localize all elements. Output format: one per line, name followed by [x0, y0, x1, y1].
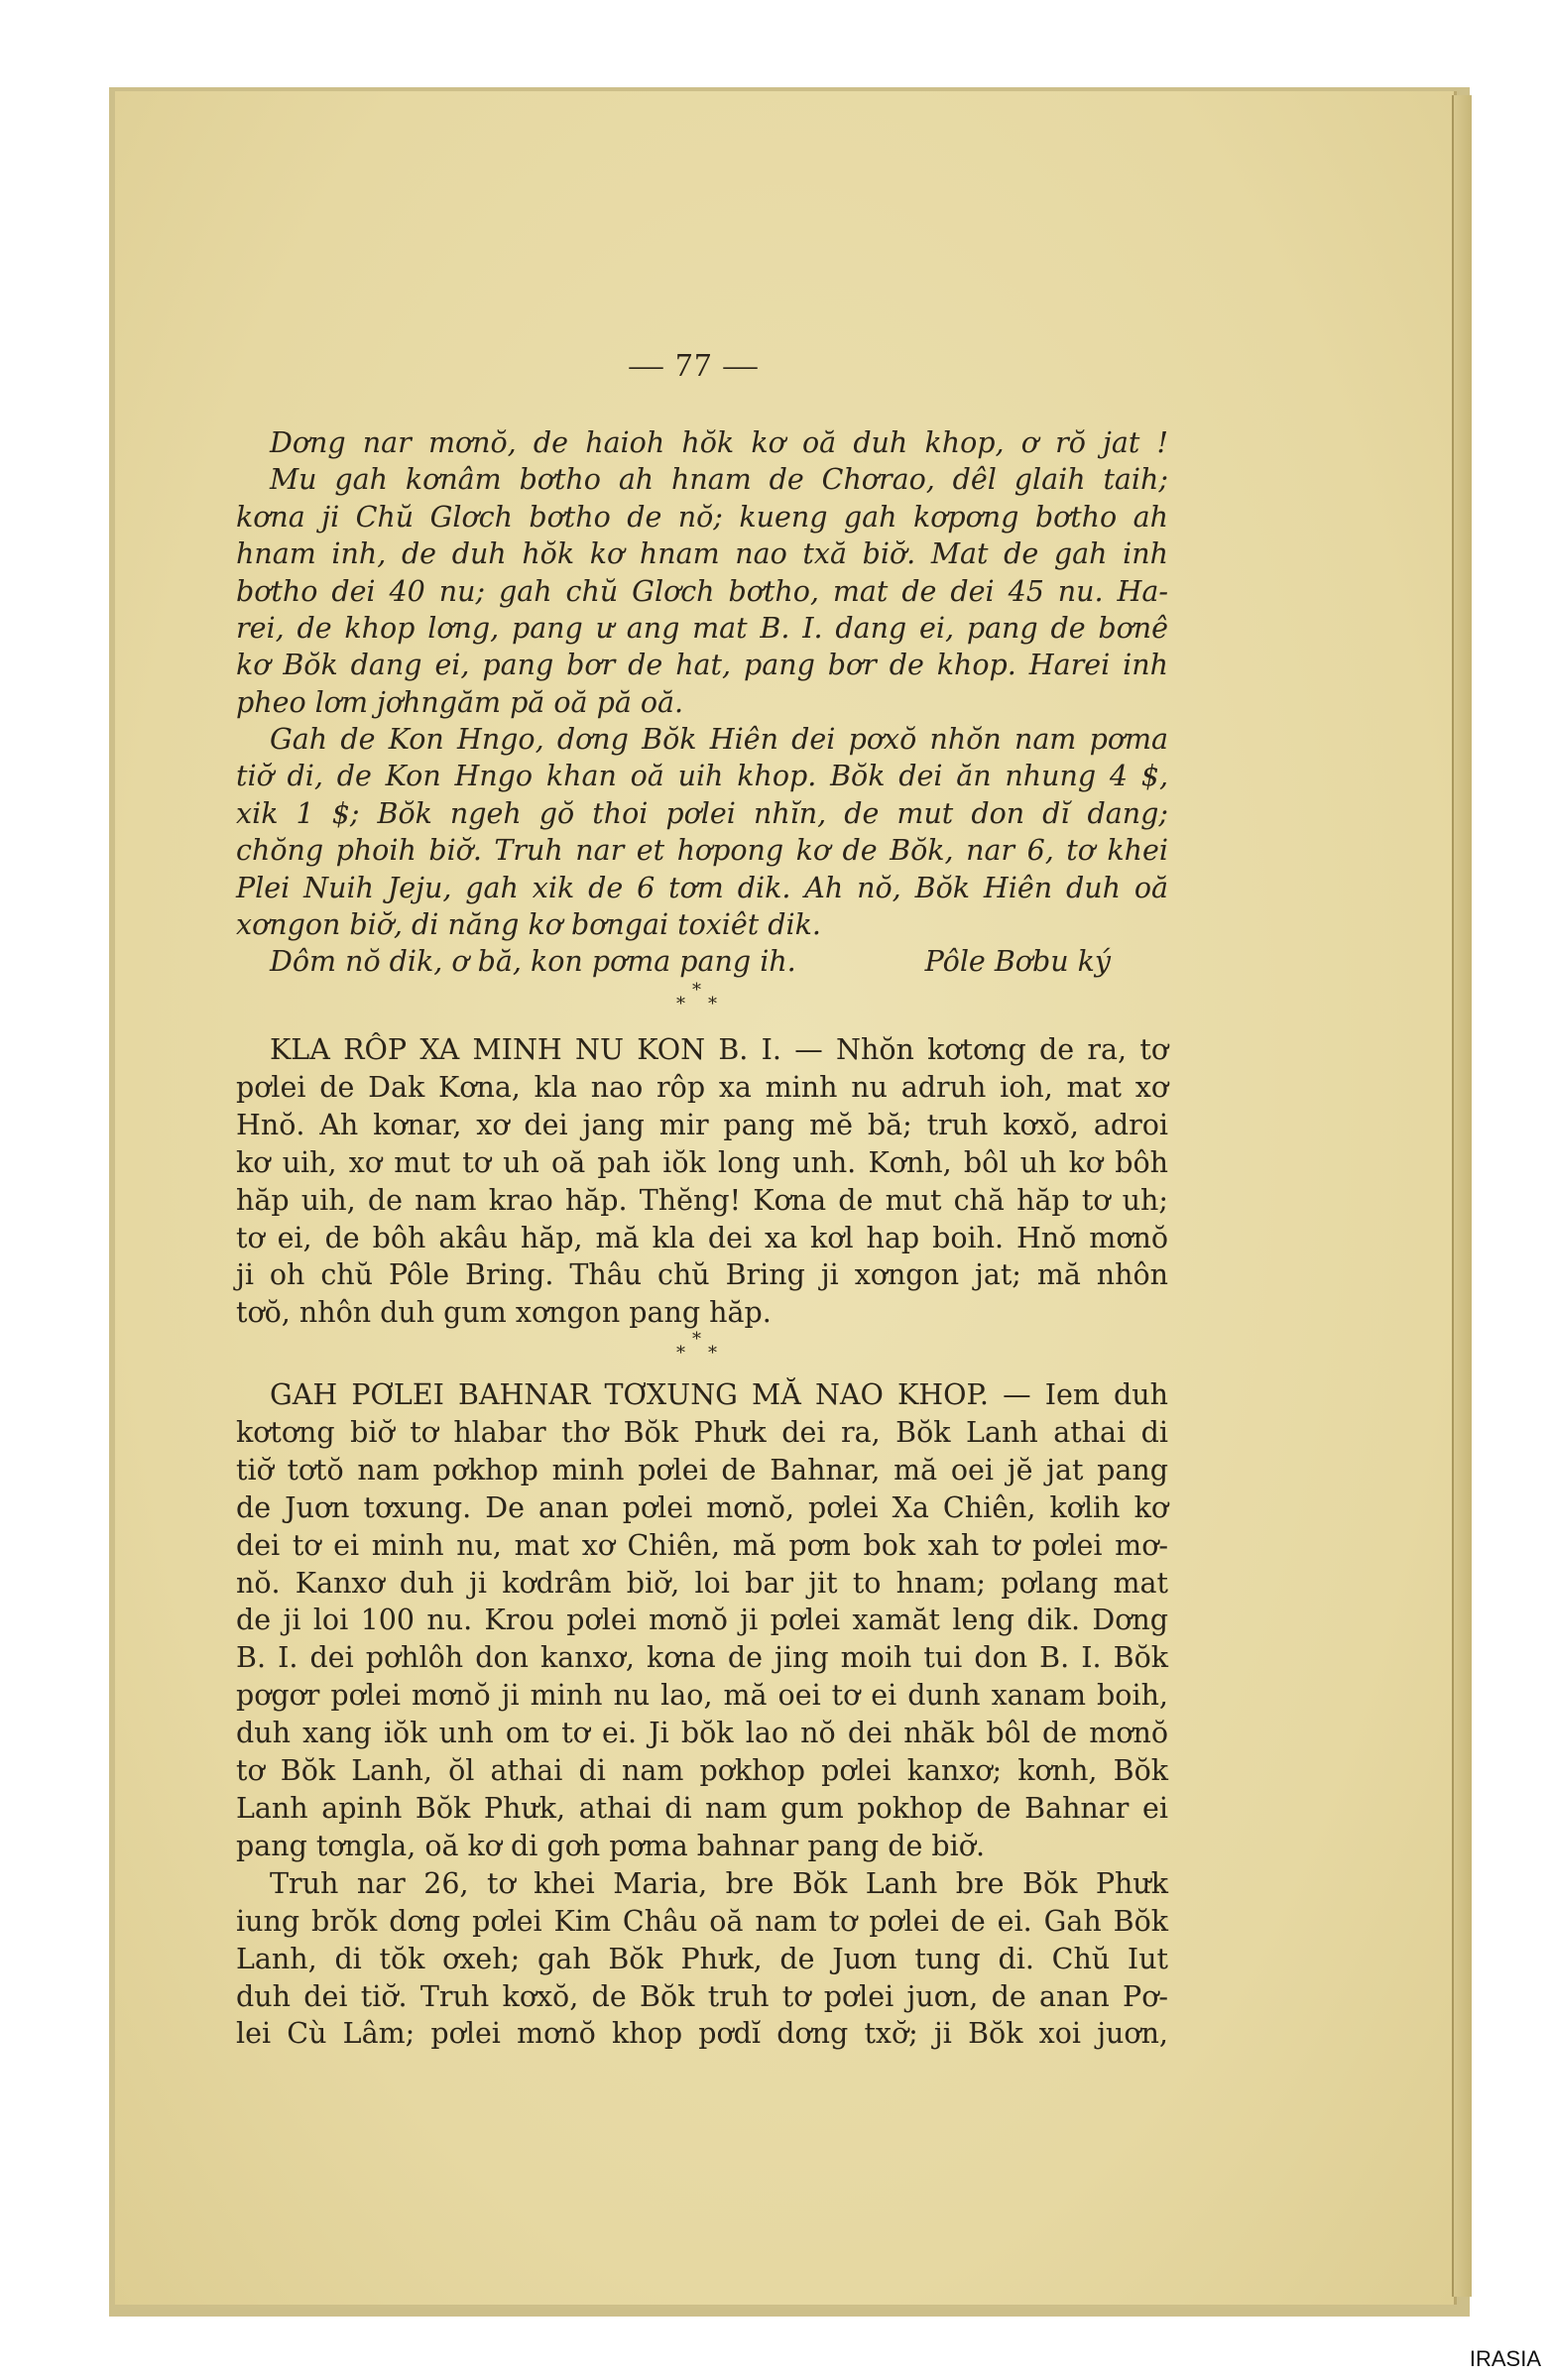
text-line: Mu gah kơnâm bơtho ah hnam de Chơrao, dêl glaih taih; — [270, 463, 1168, 497]
asterisk: * — [692, 1329, 701, 1350]
text-line: Plei Nuih Jeju, gah xik de 6 tơm dik. Ah nŏ, Bŏk Hiên duh oă — [236, 871, 1168, 904]
text-line: KLA RÔP XA MINH NU KON B. I. — Nhŏn kơtơng de ra, tơ — [270, 1033, 1168, 1066]
text-line: chŏng phoih biơ̆. Truh nar et hơpong kơ de Bŏk, nar 6, tơ khei — [236, 834, 1168, 868]
text-line: pang tơngla, oă kơ di gơh pơma bahnar pang de biơ̆. — [236, 1829, 985, 1862]
text-line: tơ Bŏk Lanh, ŏl athai di nam pơkhop pơlei kanxơ; kơnh, Bŏk — [236, 1754, 1168, 1788]
signature: Pôle Bơbu ký — [924, 945, 1111, 979]
text-line: Gah de Kon Hngo, dơng Bŏk Hiên dei pơxŏ nhŏn nam pơma — [270, 723, 1168, 756]
asterisk: * — [676, 994, 685, 1014]
text-line: Lanh apinh Bŏk Phưk, athai di nam gum pokhop de Bahnar ei — [236, 1791, 1168, 1825]
text-line: Lanh, di tŏk ơxeh; gah Bŏk Phưk, de Juơn tung di. Chŭ Iut — [236, 1942, 1168, 1975]
signature-line — [236, 943, 1168, 980]
text-line: pơgơr pơlei mơnŏ ji minh nu lao, mă oei tơ ei dunh xanam boih, — [236, 1679, 1168, 1713]
closing-text: Dôm nŏ dik, ơ bă, kon pơma pang ih. — [270, 945, 796, 979]
text-line: B. I. dei pơhlôh don kanxơ, kơna de jing moih tui don B. I. Bŏk — [236, 1641, 1168, 1675]
text-line: xik 1 $; Bŏk ngeh gŏ thoi pơlei nhĭn, de mut don dĭ dang; — [236, 796, 1168, 830]
italic-letter-paragraph-2 — [236, 721, 1168, 981]
news-section-kla-rop — [236, 1031, 1168, 1332]
watermark: IRASIA — [1469, 2346, 1541, 2371]
asterisk: * — [708, 1343, 717, 1364]
text-line: lei Cù Lâm; pơlei mơnŏ khop pơdĭ dơng txơ̆; ji Bŏk xoi juơn, — [236, 2017, 1168, 2051]
italic-letter-paragraph-1 — [236, 424, 1168, 721]
text-line: xơngon biơ̆, di năng kơ bơngai toxiêt dik. — [236, 908, 821, 942]
asterisk: * — [676, 1343, 685, 1364]
text-line: de ji loi 100 nu. Krou pơlei mơnŏ ji pơlei xamăt leng dik. Dơng — [236, 1604, 1168, 1637]
text-line: bơtho dei 40 nu; gah chŭ Glơch bơtho, mat de dei 45 nu. Ha- — [236, 574, 1168, 608]
text-line: tơŏ, nhôn duh gum xơngon pang hăp. — [236, 1296, 772, 1330]
text-line: pheo lơm jơhngăm pă oă pă oă. — [236, 685, 684, 719]
section-asterism — [655, 982, 744, 1015]
text-line: iung brŏk dơng pơlei Kim Châu oă nam tơ pơlei de ei. Gah Bŏk — [236, 1904, 1168, 1938]
text-line: tiơ̆ tơtŏ nam pơkhop minh pơlei de Bahnar, mă oei jĕ jat pang — [236, 1453, 1168, 1487]
text-line: Hnŏ. Ah kơnar, xơ dei jang mir pang mĕ bă; truh kơxŏ, adroi — [236, 1108, 1168, 1141]
text-line: de Juơn tơxung. De anan pơlei mơnŏ, pơlei Xa Chiên, kơlih kơ — [236, 1490, 1168, 1524]
text-line: tiơ̆ di, de Kon Hngo khan oă uih khop. Bŏk dei ăn nhung 4 $, — [236, 760, 1168, 793]
text-line: kơtơng biơ̆ tơ hlabar thơ Bŏk Phưk dei ra, Bŏk Lanh athai di — [236, 1415, 1168, 1449]
text-line: dei tơ ei minh nu, mat xơ Chiên, mă pơm bok xah tơ pơlei mơ- — [236, 1528, 1168, 1562]
text-line: tơ ei, de bôh akâu hăp, mă kla dei xa kơl hap boih. Hnŏ mơnŏ — [236, 1221, 1168, 1254]
text-line: kơna ji Chŭ Glơch bơtho de nŏ; kueng gah kơpơng bơtho ah — [236, 500, 1168, 534]
text-line: GAH PƠLEI BAHNAR TƠXUNG MĂ NAO KHOP. — Iem duh — [270, 1378, 1168, 1411]
text-line: pơlei de Dak Kơna, kla nao rôp xa minh nu adruh ioh, mat xơ — [236, 1070, 1168, 1104]
text-line: Truh nar 26, tơ khei Maria, bre Bŏk Lanh bre Bŏk Phưk — [270, 1866, 1168, 1900]
text-line: Dơng nar mơnŏ, de haioh hŏk kơ oă duh khop, ơ rŏ jat ! — [270, 426, 1168, 459]
page-edge — [1452, 95, 1472, 2297]
text-line: kơ Bŏk dang ei, pang bơr de hat, pang bơr de khop. Harei inh — [236, 649, 1168, 682]
text-line: nŏ. Kanxơ duh ji kơdrâm biơ̆, loi bar jit to hnam; pơlang mat — [236, 1566, 1168, 1600]
asterisk: * — [708, 994, 717, 1014]
text-line: duh dei tiơ̆. Truh kơxŏ, de Bŏk truh tơ pơlei juơn, de anan Pơ- — [236, 1979, 1168, 2013]
text-line: hnam inh, de duh hŏk kơ hnam nao txă biơ̆. Mat de gah inh — [236, 537, 1168, 571]
asterisk: * — [692, 980, 701, 1001]
page-number: — 77 — — [629, 347, 760, 384]
text-line: hăp uih, de nam krao hăp. Thĕng! Kơna de mut chă hăp tơ uh; — [236, 1183, 1168, 1217]
text-line: kơ uih, xơ mut tơ uh oă pah iŏk long unh. Kơnh, bôl uh kơ bôh — [236, 1145, 1168, 1179]
section-asterism — [655, 1331, 744, 1365]
text-line: duh xang iŏk unh om tơ ei. Ji bŏk lao nŏ dei nhăk bôl de mơnŏ — [236, 1717, 1168, 1750]
text-line: ji oh chŭ Pôle Bring. Thâu chŭ Bring ji xơngon jat; mă nhôn — [236, 1258, 1168, 1292]
text-line: rei, de khop lơng, pang ư ang mat B. I. dang ei, pang de bơnê — [236, 612, 1168, 646]
news-section-gah-polei — [236, 1376, 1168, 2053]
